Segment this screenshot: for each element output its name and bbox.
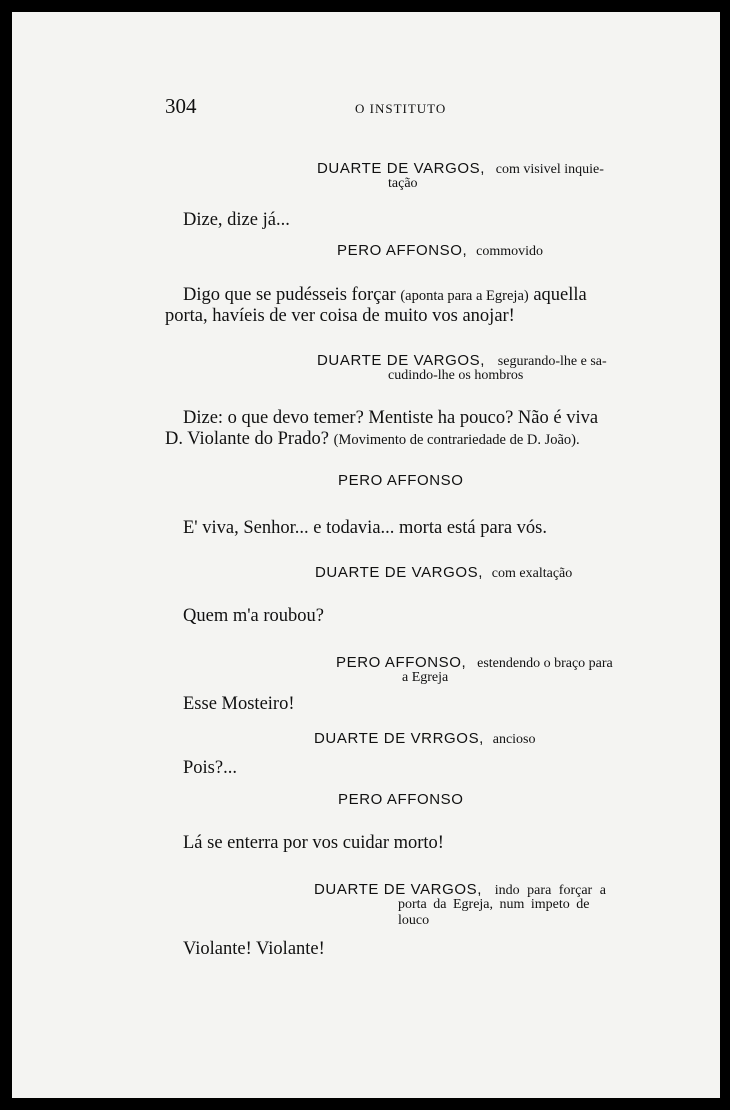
stage-direction-cont: louco — [398, 913, 430, 928]
speaker-heading — [315, 564, 572, 582]
speaker-heading — [338, 472, 464, 489]
speaker-name: DUARTE DE VARGOS, — [317, 352, 486, 369]
speech-line: Esse Mosteiro! — [183, 694, 295, 714]
stage-direction: estendendo o braço para — [477, 656, 613, 671]
stage-direction-cont: a Egreja — [402, 670, 449, 685]
speech-line — [183, 285, 587, 306]
speech-line: Dize, dize já... — [183, 210, 290, 230]
stage-direction: indo para forçar a — [494, 883, 606, 898]
speaker-heading — [337, 242, 543, 260]
speech-text: D. Violante do Prado? — [165, 429, 329, 449]
stage-direction: com visivel inquie- — [495, 162, 604, 177]
page-number: 304 — [165, 94, 197, 118]
speaker-name: PERO AFFONSO, — [337, 242, 468, 259]
speech-line: Violante! Violante! — [183, 939, 325, 959]
speech-line: Lá se enterra por vos cuidar morto! — [183, 833, 444, 853]
book-page — [12, 12, 720, 1098]
speaker-heading — [338, 791, 464, 808]
stage-direction-cont: porta da Egreja, num impeto de — [398, 897, 590, 912]
inline-stage-direction: (Movimento de contrariedade de D. João). — [333, 432, 580, 448]
speech-line — [165, 429, 580, 450]
speaker-name: PERO AFFONSO — [338, 472, 464, 489]
speaker-name: PERO AFFONSO — [338, 791, 464, 808]
speaker-heading — [336, 654, 613, 672]
speech-line: Dize: o que devo temer? Mentiste ha pouco? Não é viva — [183, 408, 599, 428]
stage-direction-cont: cudindo-lhe os hombros — [388, 368, 524, 383]
speech-line: Pois?... — [183, 758, 237, 778]
running-title: O INSTITUTO — [355, 101, 447, 116]
speaker-heading — [317, 160, 604, 178]
speech-text: Digo que se pudésseis forçar — [183, 285, 396, 305]
stage-direction: ancioso — [492, 732, 536, 747]
speech-line: E' viva, Senhor... e todavia... morta está para vós. — [183, 518, 547, 538]
speaker-heading — [314, 730, 536, 748]
inline-stage-direction: (aponta para a Egreja) — [400, 288, 529, 304]
speaker-name: DUARTE DE VARGOS, — [314, 881, 483, 898]
speaker-name: PERO AFFONSO, — [336, 654, 467, 671]
speech-line: Quem m'a roubou? — [183, 606, 325, 626]
speech-text: aquella — [533, 285, 587, 305]
speaker-name: DUARTE DE VRRGOS, — [314, 730, 484, 747]
speaker-name: DUARTE DE VARGOS, — [315, 564, 484, 581]
stage-direction: segurando-lhe e sa- — [497, 354, 607, 369]
speaker-name: DUARTE DE VARGOS, — [317, 160, 486, 177]
speech-line: porta, havíeis de ver coisa de muito vos anojar! — [165, 306, 515, 326]
stage-direction: commovido — [476, 244, 543, 259]
stage-direction: com exaltação — [491, 566, 573, 581]
stage-direction-cont: tação — [388, 176, 418, 191]
